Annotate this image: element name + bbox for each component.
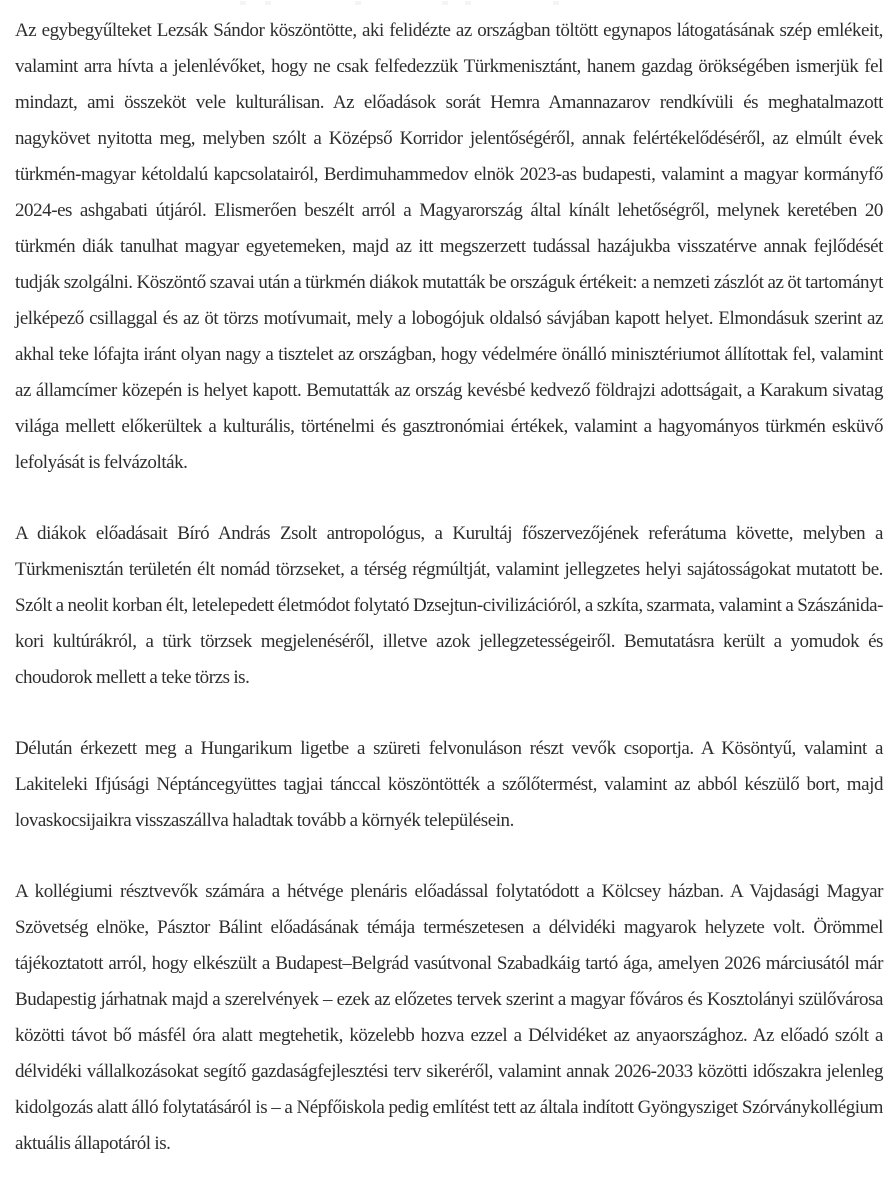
paragraph-welcome-and-students: Az egybegyűlteket Lezsák Sándor köszöntötte, aki felidézte az országban töltött egynapos látogatásának szép emlékeit, valamint arra hívta a jelenlévőket, hogy ne csak felfedezzük Türkmenisztánt, hanem gazdag örökségében ismerjük fel mindazt, ami összeköt vele kulturálisan. Az előadások sorát Hemra Amannazarov rendkívüli és meghatalmazott nagykövet nyitotta meg, melyben szólt a Középső Korridor jelentőségéről, annak felértékelődéséről, az elmúlt évek türkmén-magyar kétoldalú kapcsolatairól, Berdimuhammedov elnök 2023-as budapesti, valamint a magyar kormányfő 2024-es ashgabati útjáról. Elismerően beszélt arról a Magyarország által kínált lehetőségről, melynek keretében 20 türkmén diák tanulhat magyar egyetemeken, majd az itt megszerzett tudással hazájukba visszatérve annak fejlődését tudják szolgálni. Köszöntő szavai után a türkmén diákok mutatták be országuk értékeit: a nemzeti zászlót az öt tartományt jelképező csillaggal és az öt törzs motívumait, mely a lobogójuk oldalsó sávjában kapott helyet. Elmondásuk szerint az akhal teke lófajta iránt olyan nagy a tisztelet az országban, hogy védelmére önálló minisztériumot állítottak fel, valamint az államcímer közepén is helyet kapott. Bemutatták az ország kevésbé kedvező földrajzi adottságait, a Karakum sivatag világa mellett előkerültek a kulturális, történelmi és gasztronómiai értékek, valamint a hagyományos türkmén esküvő lefolyását is felvázolták.	[15, 20, 883, 473]
cut-off-line-artifact	[0, 0, 890, 6]
paragraph-plenary-lecture: A kollégiumi résztvevők számára a hétvége plenáris előadással folytatódott a Kölcsey házban. A Vajdasági Magyar Szövetség elnöke, Pásztor Bálint előadásának témája természetesen a délvidéki magyarok helyzete volt. Örömmel tájékoztatott arról, hogy elkészült a Budapest–Belgrád vasútvonal Szabadkáig tartó ága, amelyen 2026 márciusától már Budapestig járhatnak majd a szerelvények – ezek az előzetes tervek szerint a magyar főváros és Kosztolányi szülővárosa közötti távot bő másfél óra alatt megtehetik, közelebb hozva ezzel a Délvidéket az anyaországhoz. Az előadó szólt a délvidéki vállalkozásokat segítő gazdaságfejlesztési terv sikeréről, valamint annak 2026-2033 közötti időszakra jelenleg kidolgozás alatt álló folytatásáról is – a Népfőiskola pedig említést tett az általa indított Gyöngysziget Szórványkollégium aktuális állapotáról is.	[15, 881, 883, 1154]
article-body	[15, 13, 883, 1162]
paragraph-anthropologist-lecture: A diákok előadásait Bíró András Zsolt antropológus, a Kurultáj főszervezőjének referátuma követte, melyben a Türkmenisztán területén élt nomád törzseket, a térség régmúltját, valamint jellegzetes helyi sajátosságokat mutatott be. Szólt a neolit korban élt, letelepedett életmódot folytató Dzsejtun-civilizációról, a szkíta, szarmata, valamint a Szászánida-kori kultúrákról, a türk törzsek megjelenéséről, illetve azok jellegzetességeiről. Bemutatásra került a yomudok és choudorok mellett a teke törzs is.	[15, 523, 883, 688]
paragraph-harvest-parade: Délután érkezett meg a Hungarikum ligetbe a szüreti felvonuláson részt vevők csoportja. A Kösöntyű, valamint a Lakiteleki Ifjúsági Néptáncegyüttes tagjai tánccal köszöntötték a szőlőtermést, valamint az abból készülő bort, majd lovaskocsijaikra visszaszállva haladtak tovább a környék településein.	[15, 738, 883, 831]
